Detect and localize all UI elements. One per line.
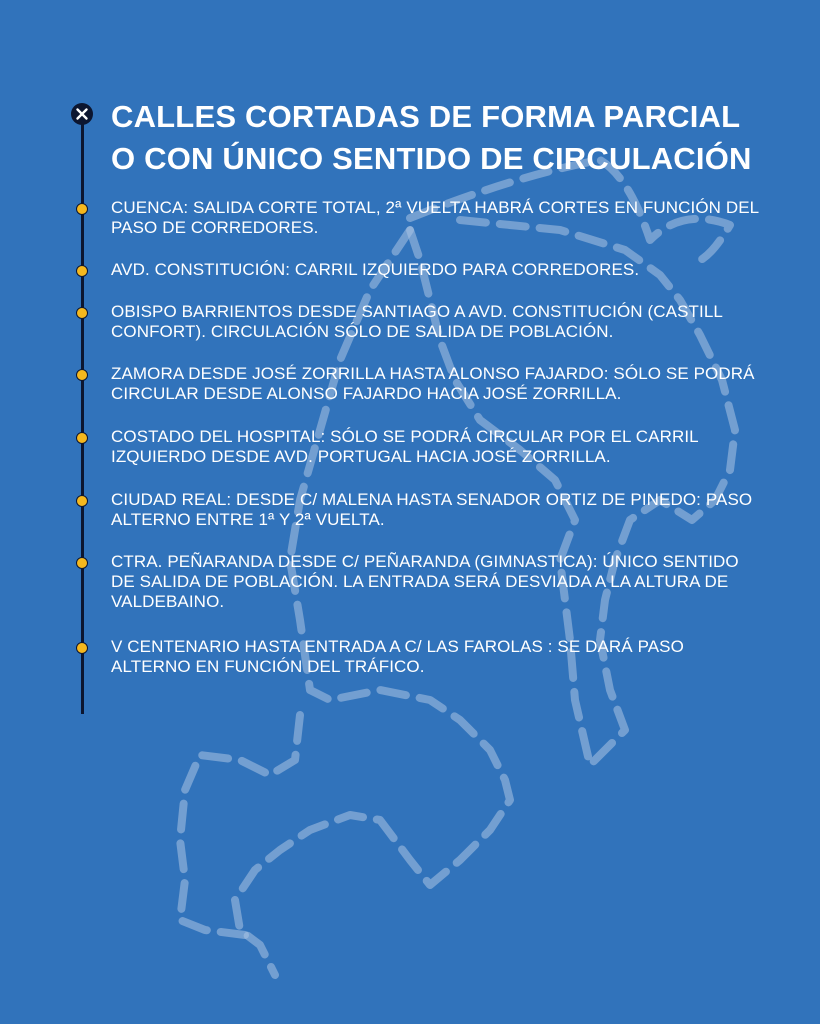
dot-icon xyxy=(76,557,88,569)
dot-icon xyxy=(76,369,88,381)
dot-icon xyxy=(76,495,88,507)
title-line-2: O CON ÚNICO SENTIDO DE CIRCULACIÓN xyxy=(111,141,752,176)
list-item: COSTADO DEL HOSPITAL: SÓLO SE PODRÁ CIRCULAR POR EL CARRIL IZQUIERDO DESDE AVD. PORTUGAL HACIA JOSÉ ZORRILLA. xyxy=(111,427,699,466)
list-item: CIUDAD REAL: DESDE C/ MALENA HASTA SENADOR ORTIZ DE PINEDO: PASO ALTERNO ENTRE 1ª Y 2ª VUELTA. xyxy=(111,490,753,529)
list-item: OBISPO BARRIENTOS DESDE SANTIAGO A AVD. CONSTITUCIÓN (CASTILL CONFORT). CIRCULACIÓN SÓLO DE SALIDA DE POBLACIÓN. xyxy=(111,302,723,341)
dot-icon xyxy=(76,203,88,215)
list-item: CUENCA: SALIDA CORTE TOTAL, 2ª VUELTA HABRÁ CORTES EN FUNCIÓN DEL PASO DE CORREDORES. xyxy=(111,198,759,237)
dot-icon xyxy=(76,642,88,654)
title-line-1: CALLES CORTADAS DE FORMA PARCIAL xyxy=(111,99,741,134)
list-item: CTRA. PEÑARANDA DESDE C/ PEÑARANDA (GIMNASTICA): ÚNICO SENTIDO DE SALIDA DE POBLACIÓN. LA ENTRADA SERÁ DESVIADA A LA ALTURA DE VALDEBAINO. xyxy=(111,552,739,611)
list-item: ZAMORA DESDE JOSÉ ZORRILLA HASTA ALONSO FAJARDO: SÓLO SE PODRÁ CIRCULAR DESDE ALONSO FAJARDO HACIA JOSÉ ZORRILLA. xyxy=(111,364,755,403)
dot-icon xyxy=(76,432,88,444)
list-item: AVD. CONSTITUCIÓN: CARRIL IZQUIERDO PARA CORREDORES. xyxy=(111,260,640,279)
dot-icon xyxy=(76,307,88,319)
x-circle-icon xyxy=(71,103,93,125)
list-item: V CENTENARIO HASTA ENTRADA A C/ LAS FAROLAS : SE DARÁ PASO ALTERNO EN FUNCIÓN DEL TRÁFICO. xyxy=(111,637,684,676)
dot-icon xyxy=(76,265,88,277)
page-title xyxy=(111,96,801,180)
